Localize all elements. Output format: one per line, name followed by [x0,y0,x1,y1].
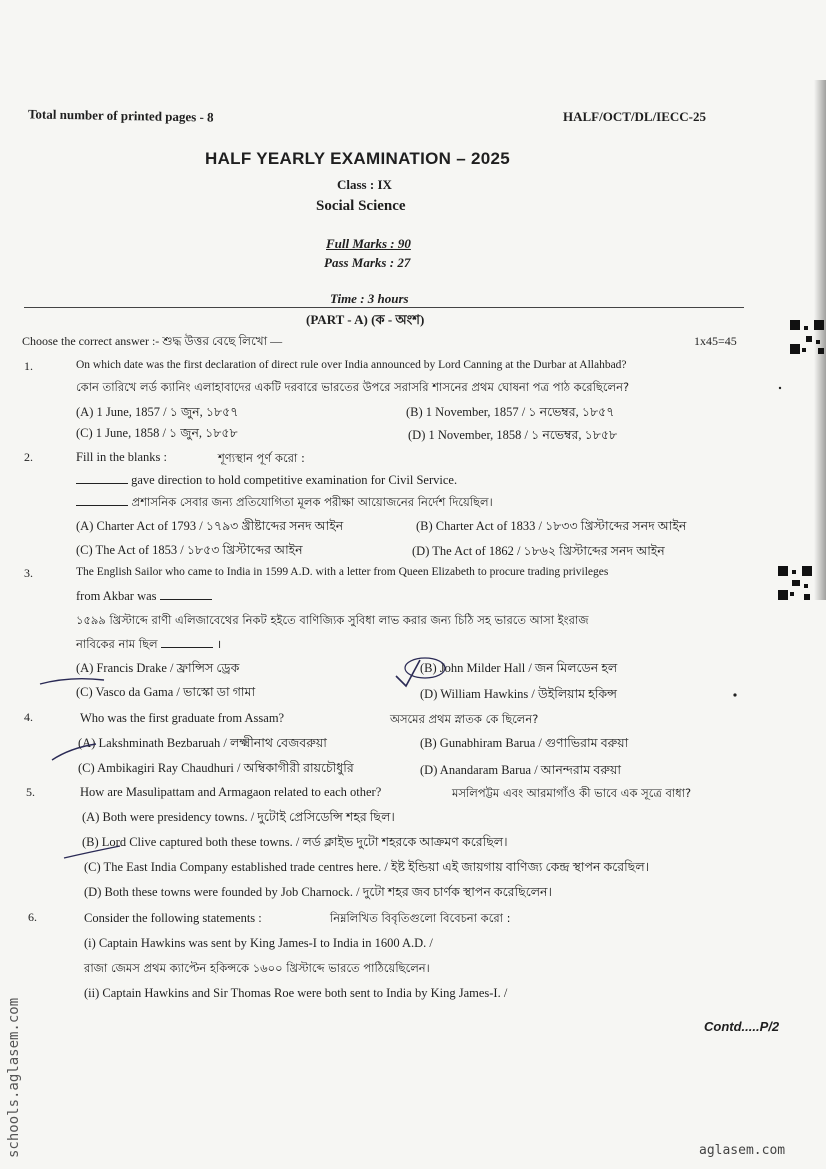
question-number: 1. [24,359,33,373]
question-text-en: Fill in the blanks : [76,450,167,464]
option-b: (B) John Milder Hall / জন মিলডেন হল [420,661,618,675]
qr-code-icon [790,320,824,354]
question-text-bn-2: নাবিকের নাম ছিল । [76,637,222,651]
question-text-en: The English Sailor who came to India in 1599 A.D. with a letter from Queen Elizabeth to procure trading privileges [76,566,609,578]
pass-marks: Pass Marks : 27 [324,255,411,270]
option-d: (D) The Act of 1862 / ১৮৬২ খ্রিস্টাব্দের সনদ আইন [412,544,665,558]
instruction: Choose the correct answer :- শুদ্ধ উত্তর বেছে লিখো — [22,334,283,348]
question-text-en: On which date was the first declaration of direct rule over India announced by Lord Canning at the Durbar at Allahbad? [76,359,627,371]
option-b: (B) 1 November, 1857 / ১ নভেম্বর, ১৮৫৭ [406,405,615,419]
option-d: (D) 1 November, 1858 / ১ নভেম্বর, ১৮৫৮ [408,428,618,442]
question-text-bn: শূণ্যস্থান পূর্ণ করো : [218,451,305,465]
option-a: (A) Both were presidency towns. / দুটোই প্রেসিডেন্সি শহর ছিল। [82,810,395,824]
question-number: 2. [24,450,33,464]
question-text-en-2: from Akbar was [76,588,212,604]
option-c: (C) The Act of 1853 / ১৮৫৩ খ্রিস্টাব্দের আইন [76,543,303,557]
option-b: (B) Charter Act of 1833 / ১৮৩৩ খ্রিস্টাব্দের সনদ আইন [416,519,687,533]
watermark-side: schools.aglasem.com [6,997,22,1158]
question-text-en: Consider the following statements : [84,911,262,925]
question-number: 4. [24,710,33,724]
question-text-bn: ১৫৯৯ খ্রিস্টাব্দে রাণী এলিজাবেথের নিকট হইতে বাণিজ্যিক সুবিধা লাভ করার জন্য চিঠি সহ ভারতে আসা ইংরাজ [76,613,589,627]
question-number: 6. [28,910,37,924]
blank-line-bn: প্রশাসনিক সেবার জন্য প্রতিযোগিতা মূলক পরীক্ষা আয়োজনের নির্দেশ দিয়েছিল। [76,494,493,513]
option-d: (D) Anandaram Barua / আনন্দরাম বরুয়া [420,763,621,777]
option-c: (C) Vasco da Gama / ভাস্কো ডা গামা [76,685,256,699]
question-text-en: Who was the first graduate from Assam? [80,711,285,725]
printed-pages: Total number of printed pages - 8 [27,106,214,125]
option-c: (C) Ambikagiri Ray Chaudhuri / অম্বিকাগীরী রায়চৌধুরি [78,761,354,775]
part-a-marks: 1x45=45 [694,334,737,348]
header-divider [24,307,744,308]
question-text-bn: কোন তারিখে লর্ড ক্যানিং এলাহাবাদের একটি দরবারে ভারতের উপরে সরাসরি শাসনের প্রথম ঘোষনা পত্র পাঠ করেছিলেন? [76,380,630,394]
question-text-en: How are Masulipattam and Armagaon related to each other? [80,785,382,799]
statement-2-en: (ii) Captain Hawkins and Sir Thomas Roe were both sent to India by King James-I. / [84,986,508,1000]
class-label: Class : IX [337,177,392,192]
watermark-bottom: aglasem.com [699,1143,786,1158]
option-c: (C) The East India Company established trade centres here. / ইষ্ট ইন্ডিয়া এই জায়গায় বাণিজ্য কেন্দ্র স্থাপন করেছিল। [84,860,650,874]
question-number: 5. [26,785,35,799]
blank-line-en: gave direction to hold competitive examination for Civil Service. [76,472,457,488]
option-d: (D) William Hawkins / উইলিয়াম হকিন্স [420,687,617,701]
part-a-heading: (PART - A) (ক - অংশ) [306,312,425,327]
option-b: (B) Gunabhiram Barua / গুণাভিরাম বরুয়া [420,736,629,750]
question-text-bn: মসলিপট্টম এবং আরমাগাঁও কী ভাবে এক সূত্রে বাধা? [452,786,692,800]
blank [76,472,128,484]
qr-code-icon [778,566,812,600]
time-label: Time : 3 hours [330,291,409,306]
option-b: (B) Lord Clive captured both these towns. / লর্ড ক্লাইভ দুটো শহরকে আক্রমণ করেছিল। [82,835,508,849]
exam-title: HALF YEARLY EXAMINATION – 2025 [205,149,511,168]
blank [76,494,128,506]
question-text-bn: নিম্নলিখিত বিবৃতিগুলো বিবেচনা করো : [330,911,511,925]
option-a: (A) Francis Drake / ফ্রান্সিস ড্রেক [76,661,240,675]
option-a: (A) Charter Act of 1793 / ১৭৯৩ খ্রীষ্টাব্দের সনদ আইন [76,519,344,533]
option-a: (A) Lakshminath Bezbaruah / লক্ষ্মীনাথ বেজবরুয়া [78,736,327,750]
question-number: 3. [24,566,33,580]
option-c: (C) 1 June, 1858 / ১ জুন, ১৮৫৮ [76,426,238,440]
question-text-bn: অসমের প্রথম স্নাতক কে ছিলেন? [390,712,539,726]
subject-label: Social Science [316,198,406,214]
option-d: (D) Both these towns were founded by Job Charnock. / দুটো শহর জব চার্ণক স্থাপন করেছিলেন। [84,885,552,899]
paper-code: HALF/OCT/DL/IECC-25 [563,109,707,124]
blank [160,588,212,600]
full-marks: Full Marks : 90 [326,236,411,251]
continued-label: Contd.....P/2 [704,1019,780,1034]
option-a: (A) 1 June, 1857 / ১ জুন, ১৮৫৭ [76,405,239,419]
statement-1-bn: রাজা জেমস প্রথম ক্যাপ্টেন হকিন্সকে ১৬০০ খ্রিস্টাব্দে ভারতে পাঠিয়েছিলেন। [84,961,430,975]
statement-1-en: (i) Captain Hawkins was sent by King James-I to India in 1600 A.D. / [84,936,433,950]
blank [161,636,213,648]
